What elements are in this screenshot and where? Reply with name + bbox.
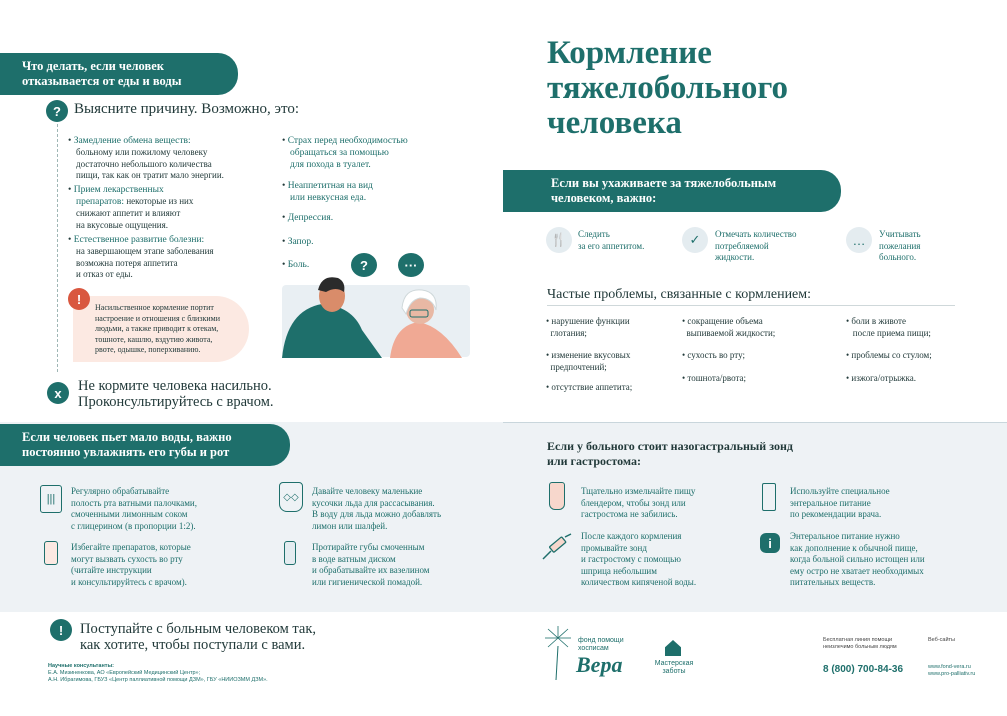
chat-icon: …: [846, 227, 872, 253]
iv-bag-icon: [762, 483, 776, 511]
care-appetite: Следить за его аппетитом.: [578, 229, 645, 251]
water-tip-swabs: Регулярно обрабатывайте полость рта ватными палочками, смоченными лимонным соком с глицерином (в пропорции 1:2).: [71, 486, 197, 531]
tube-heading: Если у больного стоит назогастральный зонд или гастростома:: [547, 439, 793, 468]
reason-constipation: • Запор.: [282, 237, 314, 247]
refuse-banner-line1: Что делать, если человек: [22, 59, 164, 73]
ice-bag-icon: ◇◇: [279, 482, 303, 512]
dashed-line: [57, 124, 58, 372]
fund-name: Вера: [576, 652, 623, 677]
cutlery-icon: 🍴: [546, 227, 572, 253]
question-icon: ?: [46, 100, 68, 122]
close-icon: x: [47, 382, 69, 404]
master-label: Мастерская заботы: [654, 660, 694, 675]
hotline-phone[interactable]: 8 (800) 700-84-36: [823, 664, 904, 675]
water-tip-lips: Протирайте губы смоченным в воде ватным диском и обрабатывайте их вазелином или гигиенической помадой.: [312, 542, 430, 587]
water-tip-ice: Давайте человеку маленькие кусочки льда для рассасывания. В воду для льда можно добавлять лимон или шалфей.: [312, 486, 442, 531]
problems-rule: [547, 305, 955, 306]
water-banner: Если человек пьет мало воды, важно постоянно увлажнять его губы и рот: [0, 424, 290, 466]
consultants: Научные консультанты: Е.А. Мизиненкова, АО «Европейский Медицинский Центр»; А.Н. Ибрагимова, ГБУЗ «Центр паллиативной помощи ДЗМ», ГБУ «НИИОЗММ ДЗМ».: [48, 663, 268, 683]
bubble-question: ?: [351, 253, 377, 277]
problems-col1: • нарушение функции глотания; • изменение вкусовых предпочтений; • отсутствие аппетита;: [546, 316, 633, 392]
reason-slow-metabolism: • Замедление обмена веществ: больному или пожилому человеку достаточно небольшого количества пищи, так как он тратит мало энергии.: [68, 136, 224, 180]
page-title: Кормление тяжелобольного человека: [547, 35, 789, 141]
water-drop-icon: ✓: [682, 227, 708, 253]
dandelion-logo: [542, 624, 576, 680]
tube-tip-enteral: Используйте специальное энтеральное питание по рекомендации врача.: [790, 486, 890, 519]
care-liquid: Отмечать количество потребляемой жидкости.: [715, 229, 797, 262]
medicine-bottle-icon: [44, 541, 58, 565]
reason-disease: • Естественное развитие болезни: на завершающем этапе заболевания возможна потеря аппетита и отказ от еды.: [68, 235, 214, 279]
warning-text: Насильственное кормление портит настроение и отношения с близкими людьми, а также приводит к отекам, тошноте, кашлю, вздутию живота, рвоте, одышке, поперхиванию.: [95, 303, 221, 354]
site-link-palliativ[interactable]: www.pro-palliativ.ru: [928, 671, 976, 677]
lip-balm-icon: [284, 541, 296, 565]
care-wishes: Учитывать пожелания больного.: [879, 229, 921, 262]
refuse-banner-line2: отказывается от еды и воды: [22, 74, 182, 88]
care-banner: Если вы ухаживаете за тяжелобольным человеком, важно:: [503, 170, 841, 212]
reason-depression: • Депрессия.: [282, 213, 334, 223]
info-icon: i: [760, 533, 780, 553]
section-divider: [503, 422, 1007, 423]
tube-tip-blender: Тщательно измельчайте пищу блендером, чтобы зонд или гастростома не забились.: [581, 486, 696, 519]
tube-tip-flush: После каждого кормления промывайте зонд и гастростому с помощью шприца небольшим количеством кипяченой воды.: [581, 531, 697, 587]
reason-fear: • Страх перед необходимостью обращаться за помощью для похода в туалет.: [282, 136, 408, 170]
syringe-icon: [541, 533, 573, 561]
no-force-text: Не кормите человека насильно. Проконсультируйтесь с врачом.: [78, 378, 274, 410]
house-logo-icon: [665, 640, 681, 656]
golden-rule-text: Поступайте с больным человеком так, как хотите, чтобы поступали с вами.: [80, 621, 317, 653]
warning-icon: !: [68, 288, 90, 310]
tube-tip-supplement: Энтеральное питание нужно как дополнение к обычной пище, когда больной сильно истощен или ему остро не хватает необходимых питательных веществ.: [790, 531, 925, 587]
exclamation-icon: !: [50, 619, 72, 641]
problems-col3: • боли в животе после приема пищи; • проблемы со стулом; • изжога/отрыжка.: [846, 316, 932, 383]
reason-pain: • Боль.: [282, 260, 310, 270]
caregiver-illustration: [282, 270, 472, 358]
reason-food: • Неаппетитная на вид или невкусная еда.: [282, 181, 373, 203]
problems-col2: • сокращение объема выпиваемой жидкости; • сухость во рту; • тошнота/рвота;: [682, 316, 776, 383]
hotline-label: Бесплатная линия помощи неизлечимо больным людям: [823, 637, 897, 650]
site-links: [928, 664, 975, 678]
swab-icon: |||: [40, 485, 62, 513]
water-tip-medicine: Избегайте препаратов, которые могут вызвать сухость во рту (читайте инструкции и консультируйтесь с врачом).: [71, 542, 191, 587]
problems-heading: Частые проблемы, связанные с кормлением:: [547, 287, 812, 302]
refuse-banner: [0, 53, 238, 95]
bubble-dots: ···: [398, 253, 424, 277]
question-text: Выясните причину. Возможно, это:: [74, 101, 299, 117]
site-link-vera[interactable]: www.fond-vera.ru: [928, 664, 971, 670]
sites-label: Веб-сайты: [928, 637, 956, 643]
reason-medication: • Прием лекарственных препаратов: некоторые из них снижают аппетит и влияют на вкусовые ощущения.: [68, 185, 194, 230]
fund-label: фонд помощи хосписам: [578, 637, 624, 652]
blender-icon: [549, 482, 565, 510]
